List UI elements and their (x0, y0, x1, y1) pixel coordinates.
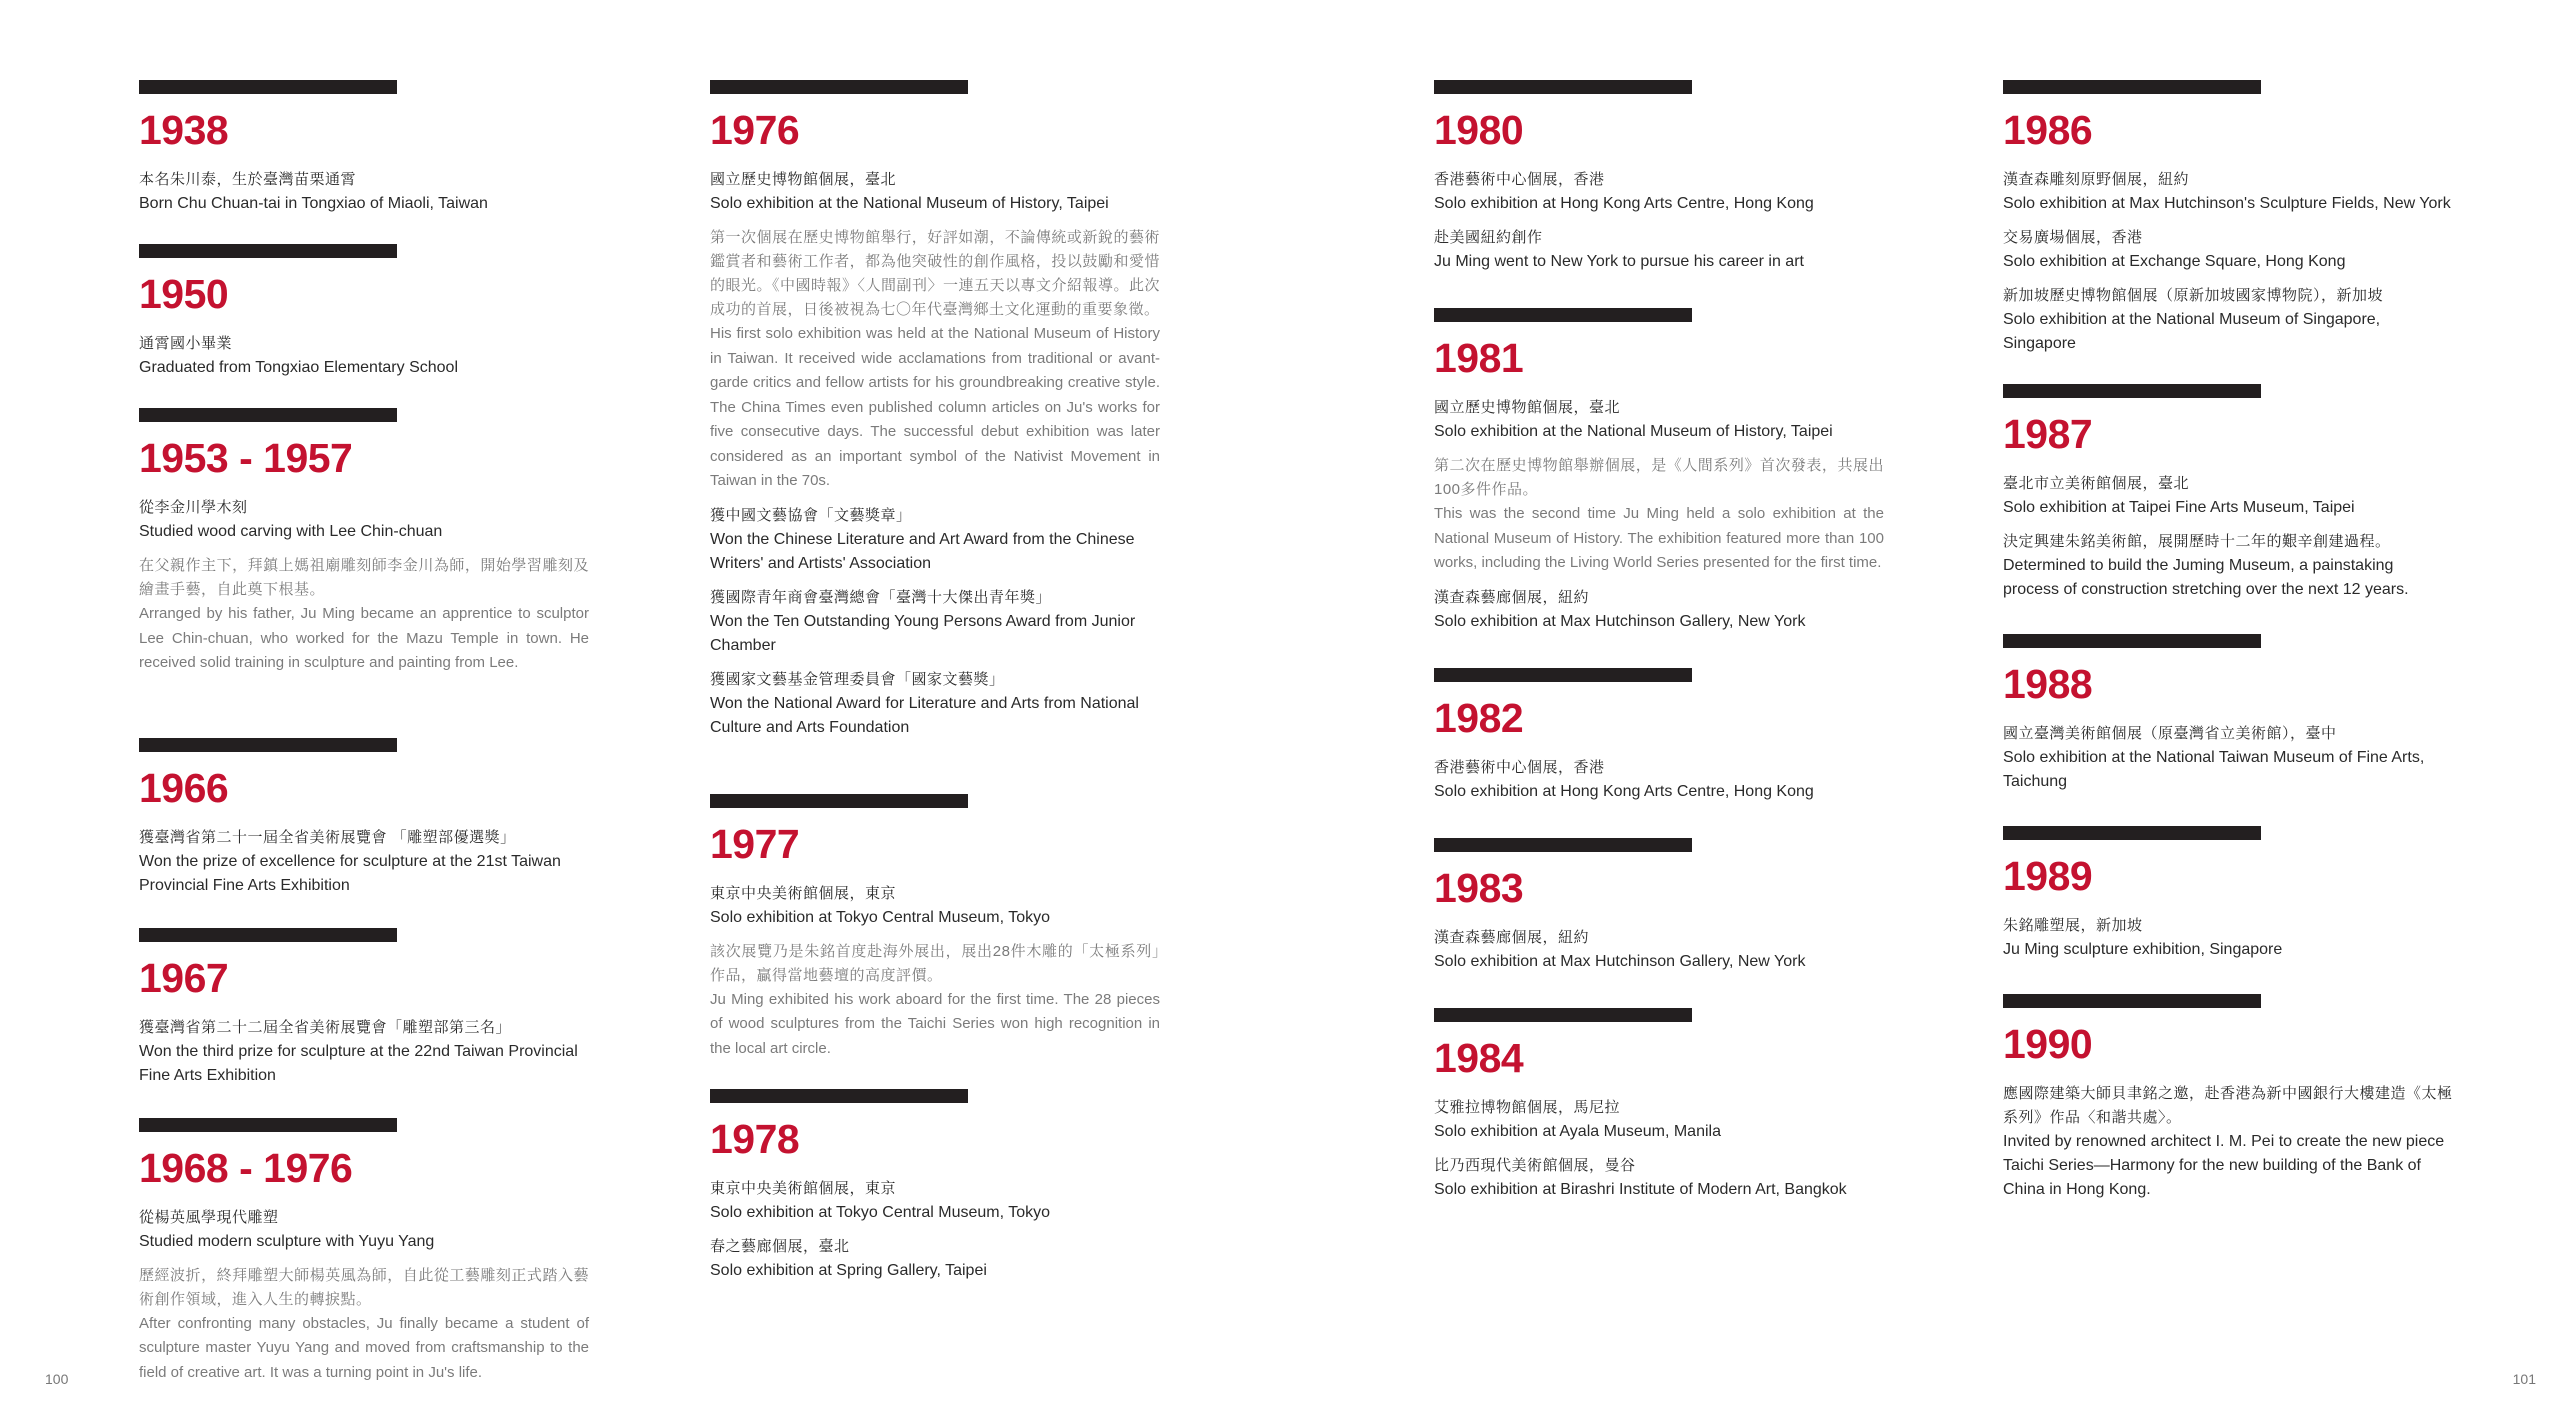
year-heading: 1976 (710, 107, 800, 153)
timeline-entry (1434, 308, 1884, 634)
year-divider-bar (139, 80, 397, 94)
year-divider-bar (1434, 80, 1692, 94)
event-text-english: Ju Ming went to New York to pursue his career in art (1434, 253, 1804, 270)
event-text-english: Invited by renowned architect I. M. Pei to create the new piece Taichi Series—Harmony for the new building of the Bank of China in Hong Kong. (2003, 1133, 2445, 1198)
year-heading: 1980 (1434, 107, 1524, 153)
event-text-chinese: 該次展覽乃是朱銘首度赴海外展出，展出28件木雕的「太極系列」作品，贏得當地藝壇的高度評價。 (710, 942, 1160, 984)
event-item (2003, 168, 2453, 216)
event-text-chinese: 本名朱川泰，生於臺灣苗栗通霄 (139, 171, 357, 188)
event-text-english: This was the second time Ju Ming held a solo exhibition at the National Museum of History. The exhibition featured more than 100 works, including the Living World Series presented for the first time. (1434, 505, 1884, 571)
event-description (139, 1264, 589, 1386)
year-heading: 1984 (1434, 1034, 1524, 1081)
event-text-english: After confronting many obstacles, Ju finally became a student of sculpture master Yuyu Yang and moved from craftsmanship to the field of creative art. It was a turning point in Ju's life. (139, 1314, 589, 1381)
event-text-chinese: 歷經波折，終拜雕塑大師楊英風為師，自此從工藝雕刻正式踏入藝術創作領域，進入人生的轉捩點。 (139, 1266, 589, 1308)
event-text-chinese: 赴美國紐約創作 (1434, 229, 1543, 246)
event-text-english: Won the Chinese Literature and Art Award from the Chinese Writers' and Artists' Association (710, 530, 1135, 572)
event-text-chinese: 從李金川學木刻 (139, 499, 248, 516)
year-divider-bar (710, 1089, 968, 1103)
event-item (710, 504, 1160, 576)
event-text-chinese: 在父親作主下，拜鎮上媽祖廟雕刻師李金川為師，開始學習雕刻及繪畫手藝，自此奠下根基。 (139, 557, 589, 598)
year-divider-bar (2003, 826, 2261, 840)
event-text-chinese: 通霄國小畢業 (139, 335, 233, 352)
year-divider-bar (139, 928, 397, 942)
event-text-chinese: 應國際建築大師貝聿銘之邀，赴香港為新中國銀行大樓建造《太極系列》作品〈和諧共處〉。 (2003, 1085, 2453, 1126)
event-item (139, 1016, 589, 1088)
year-heading: 1978 (710, 1116, 800, 1162)
timeline-entry (710, 80, 1160, 740)
year-heading: 1977 (710, 820, 800, 867)
event-text-english: Born Chu Chuan-tai in Tongxiao of Miaoli, Taiwan (139, 195, 488, 212)
event-text-chinese: 漢查森藝廊個展，紐約 (1434, 928, 1590, 946)
year-divider-bar (1434, 308, 1692, 322)
event-description (139, 554, 589, 676)
year-divider-bar (2003, 384, 2261, 398)
event-text-english: Solo exhibition at Taipei Fine Arts Museum, Taipei (2003, 499, 2355, 516)
event-text-chinese: 決定興建朱銘美術館，展開歷時十二年的艱辛創建過程。 (2003, 533, 2391, 550)
timeline-entry (1434, 838, 1884, 974)
timeline-entry (139, 738, 589, 898)
event-text-english: Solo exhibition at the National Taiwan Museum of Fine Arts, Taichung (2003, 749, 2425, 790)
year-heading: 1938 (139, 107, 229, 153)
year-divider-bar (2003, 634, 2261, 648)
event-text-english: Solo exhibition at Ayala Museum, Manila (1434, 1122, 1721, 1140)
event-description (710, 940, 1160, 1062)
event-text-english: Solo exhibition at Spring Gallery, Taipei (710, 1262, 987, 1279)
event-item (1434, 926, 1884, 974)
event-text-chinese: 香港藝術中心個展，香港 (1434, 171, 1605, 188)
event-text-english: Solo exhibition at Hong Kong Arts Centre, Hong Kong (1434, 195, 1814, 212)
event-text-english: Solo exhibition at Hong Kong Arts Centre, Hong Kong (1434, 782, 1814, 800)
timeline-entry (710, 794, 1160, 1062)
event-text-english: Won the third prize for sculpture at the 22nd Taiwan Provincial Fine Arts Exhibition (139, 1042, 578, 1084)
event-text-english: Won the prize of excellence for sculpture at the 21st Taiwan Provincial Fine Arts Exhibition (139, 852, 561, 894)
timeline-entry (139, 244, 589, 380)
event-text-chinese: 交易廣場個展，香港 (2003, 229, 2143, 246)
year-heading: 1989 (2003, 853, 2093, 899)
year-heading: 1950 (139, 271, 229, 317)
year-divider-bar (139, 1118, 397, 1132)
event-item (710, 1177, 1160, 1225)
event-text-english: Studied modern sculpture with Yuyu Yang (139, 1232, 435, 1250)
event-text-chinese: 新加坡歷史博物館個展（原新加坡國家博物院），新加坡 (2003, 287, 2384, 304)
event-item (710, 586, 1160, 658)
year-divider-bar (710, 80, 968, 94)
event-text-chinese: 東京中央美術館個展，東京 (710, 1180, 897, 1197)
event-item (2003, 530, 2453, 602)
timeline-entry (2003, 994, 2453, 1202)
year-heading: 1953 - 1957 (139, 435, 353, 481)
timeline-column-1 (139, 80, 589, 1395)
timeline-entry (710, 1089, 1160, 1283)
event-text-english: Solo exhibition at Max Hutchinson Gallery, New York (1434, 612, 1806, 630)
year-divider-bar (710, 794, 968, 808)
year-divider-bar (2003, 994, 2261, 1008)
event-text-chinese: 第二次在歷史博物館舉辦個展，是《人間系列》首次發表，共展出100多件作品。 (1434, 457, 1884, 498)
event-text-chinese: 從楊英風學現代雕塑 (139, 1208, 279, 1226)
event-item (710, 668, 1160, 740)
timeline-entry (139, 928, 589, 1088)
event-text-chinese: 漢查森雕刻原野個展，紐約 (2003, 171, 2190, 188)
event-item (1434, 1154, 1884, 1202)
event-text-chinese: 國立歷史博物館個展，臺北 (710, 171, 897, 188)
event-item (2003, 914, 2453, 962)
timeline-entry (2003, 384, 2453, 602)
timeline-column-3 (1434, 80, 1884, 1212)
event-text-english: Ju Ming exhibited his work aboard for the first time. The 28 pieces of wood sculptures from the Taichi Series won high recognition in the local art circle. (710, 990, 1160, 1057)
year-heading: 1966 (139, 764, 229, 811)
event-text-chinese: 朱銘雕塑展，新加坡 (2003, 917, 2143, 934)
event-text-chinese: 臺北市立美術館個展，臺北 (2003, 475, 2190, 492)
event-text-chinese: 東京中央美術館個展，東京 (710, 884, 897, 902)
event-text-chinese: 獲中國文藝協會「文藝獎章」 (710, 506, 912, 524)
event-text-chinese: 獲臺灣省第二十一屆全省美術展覽會 「雕塑部優選獎」 (139, 828, 516, 846)
year-divider-bar (1434, 838, 1692, 852)
event-text-chinese: 第一次個展在歷史博物館舉行，好評如潮，不論傳統或新銳的藝術鑑賞者和藝術工作者，都為他突破性的創作風格，投以鼓勵和愛惜的眼光。《中國時報》〈人間副刊〉一連五天以專文介紹報導。此次成功的首展，日後被視為七〇年代臺灣鄉土文化運動的重要象徵。 (710, 229, 1161, 318)
event-description (1434, 454, 1884, 576)
event-text-english: Won the National Award for Literature and Arts from National Culture and Arts Foundation (710, 694, 1139, 736)
event-item (1434, 756, 1884, 804)
event-text-chinese: 國立歷史博物館個展，臺北 (1434, 399, 1621, 416)
event-item (139, 332, 589, 380)
event-text-chinese: 香港藝術中心個展，香港 (1434, 758, 1605, 776)
year-heading: 1987 (2003, 411, 2093, 457)
page-number-left: 100 (45, 1371, 69, 1387)
event-item (2003, 722, 2453, 794)
year-divider-bar (139, 408, 397, 422)
timeline-entry (1434, 80, 1884, 274)
year-heading: 1982 (1434, 694, 1524, 741)
event-item (139, 1206, 589, 1254)
event-text-chinese: 春之藝廊個展，臺北 (710, 1238, 850, 1255)
event-text-chinese: 獲國際青年商會臺灣總會「臺灣十大傑出青年獎」 (710, 588, 1052, 606)
event-text-chinese: 國立臺灣美術館個展（原臺灣省立美術館），臺中 (2003, 725, 2337, 742)
year-heading: 1967 (139, 954, 229, 1001)
event-text-english: Determined to build the Juming Museum, a painstaking process of construction stretching over the next 12 years. (2003, 557, 2409, 598)
year-divider-bar (139, 738, 397, 752)
year-divider-bar (2003, 80, 2261, 94)
event-item (2003, 226, 2453, 274)
year-heading: 1986 (2003, 107, 2093, 153)
event-text-english: Solo exhibition at Exchange Square, Hong Kong (2003, 253, 2346, 270)
event-text-english: Solo exhibition at Birashri Institute of Modern Art, Bangkok (1434, 1180, 1847, 1198)
timeline-entry (139, 408, 589, 676)
event-item (139, 496, 589, 544)
event-text-english: Solo exhibition at Max Hutchinson Gallery, New York (1434, 952, 1806, 970)
event-text-chinese: 艾雅拉博物館個展，馬尼拉 (1434, 1098, 1621, 1116)
year-divider-bar (139, 244, 397, 258)
event-text-english: Arranged by his father, Ju Ming became an apprentice to sculptor Lee Chin-chuan, who worked for the Mazu Temple in town. He received solid training in sculpture and painting from Lee. (139, 605, 589, 671)
event-item (2003, 1082, 2453, 1202)
event-description (710, 226, 1160, 494)
year-heading: 1983 (1434, 864, 1524, 911)
event-item (139, 168, 589, 216)
year-heading: 1968 - 1976 (139, 1144, 353, 1191)
event-text-chinese: 獲國家文藝基金管理委員會「國家文藝獎」 (710, 670, 1005, 688)
event-item (710, 1235, 1160, 1283)
event-text-english: Graduated from Tongxiao Elementary School (139, 359, 458, 376)
event-item (1434, 168, 1884, 216)
event-text-english: His first solo exhibition was held at the National Museum of History in Taiwan. It received wide acclamations from traditional or avant-garde critics and fellow artists for his groundbreaking creative style. The China Times even published column articles on Ju's works for five consecutive days. The successful debut exhibition was later considered as an important symbol of the Nativist Movement in Taiwan in the 70s. (710, 325, 1160, 489)
event-text-chinese: 比乃西現代美術館個展，曼谷 (1434, 1156, 1636, 1174)
event-text-english: Solo exhibition at the National Museum of History, Taipei (1434, 423, 1833, 440)
event-item (1434, 1096, 1884, 1144)
timeline-entry (2003, 634, 2453, 794)
event-item (710, 882, 1160, 930)
event-text-english: Solo exhibition at Tokyo Central Museum, Tokyo (710, 1204, 1051, 1221)
year-divider-bar (1434, 668, 1692, 682)
event-item (2003, 472, 2453, 520)
timeline-column-4 (2003, 80, 2453, 1212)
event-item (139, 826, 589, 898)
timeline-entry (139, 1118, 589, 1386)
timeline-entry (139, 80, 589, 216)
event-text-english: Solo exhibition at the National Museum of History, Taipei (710, 195, 1109, 212)
year-divider-bar (1434, 1008, 1692, 1022)
timeline-entry (2003, 80, 2453, 356)
event-item (1434, 586, 1884, 634)
timeline-entry (1434, 1008, 1884, 1202)
event-text-chinese: 漢查森藝廊個展，紐約 (1434, 588, 1590, 606)
year-heading: 1988 (2003, 661, 2093, 707)
timeline-entry (1434, 668, 1884, 804)
event-text-english: Studied wood carving with Lee Chin-chuan (139, 523, 443, 540)
year-heading: 1981 (1434, 335, 1524, 381)
event-item (2003, 284, 2453, 356)
event-item (1434, 396, 1884, 444)
timeline-column-2 (710, 80, 1160, 1293)
timeline-entry (2003, 826, 2453, 962)
year-heading: 1990 (2003, 1021, 2093, 1067)
event-text-chinese: 獲臺灣省第二十二屆全省美術展覽會「雕塑部第三名」 (139, 1018, 512, 1036)
page-number-right: 101 (2512, 1371, 2536, 1387)
event-text-english: Solo exhibition at the National Museum of Singapore, Singapore (2003, 311, 2381, 352)
event-text-english: Won the Ten Outstanding Young Persons Award from Junior Chamber (710, 612, 1136, 654)
event-text-english: Ju Ming sculpture exhibition, Singapore (2003, 941, 2283, 958)
event-text-english: Solo exhibition at Max Hutchinson's Sculpture Fields, New York (2003, 195, 2451, 212)
event-text-english: Solo exhibition at Tokyo Central Museum, Tokyo (710, 908, 1051, 926)
event-item (1434, 226, 1884, 274)
event-item (710, 168, 1160, 216)
